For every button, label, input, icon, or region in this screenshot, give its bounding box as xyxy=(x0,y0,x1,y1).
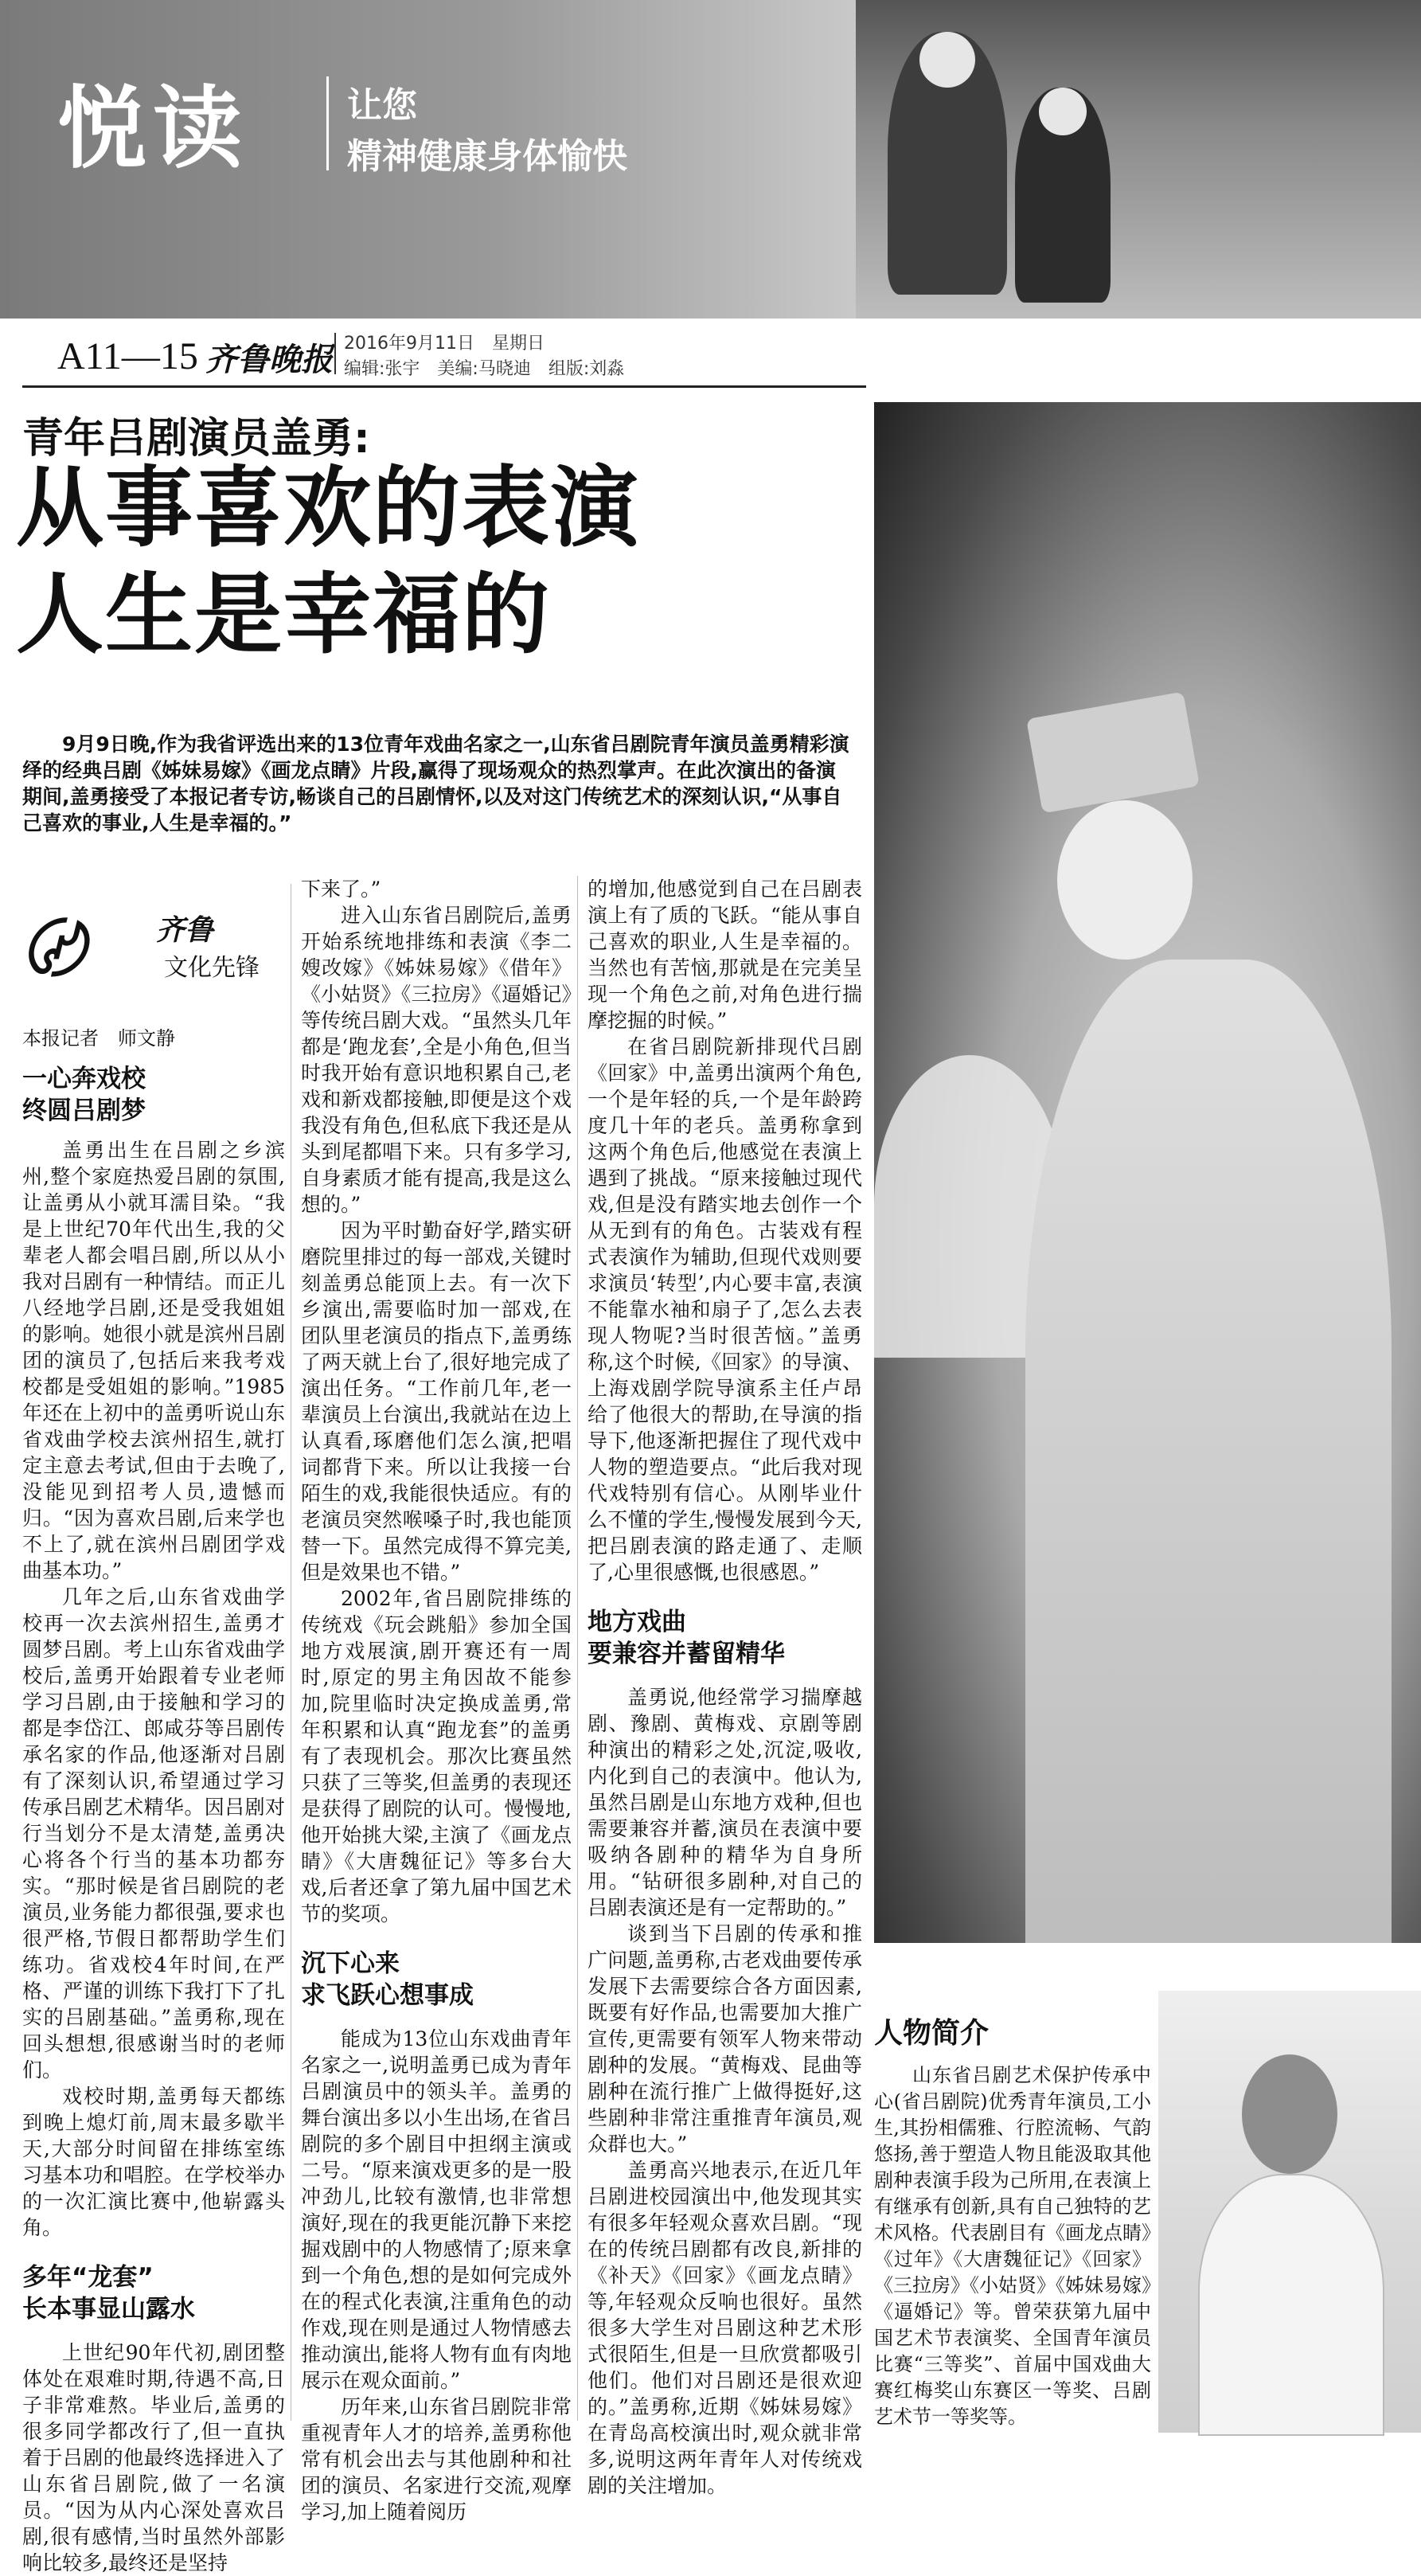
slogan-line-2: 精神健康身体愉快 xyxy=(347,136,627,177)
paragraph: 几年之后,山东省戏曲学校再一次去滨州招生,盖勇才圆梦吕剧。考上山东省戏曲学校后,盖勇开始跟着专业老师学习吕剧,由于接触和学习的都是李岱江、郎咸芬等吕剧传承名家的作品,他逐渐对吕剧有了深刻认识,希望通过学习传承吕剧艺术精华。因吕剧对行当划分不是太清楚,盖勇决心将各个行当的基本功都夯实。“那时候是省吕剧院的老演员,业务能力都很强,要求也很严格,节假日都帮助学生们练功。省戏校4年时间,在严格、严谨的训练下我打下了扎实的吕剧基础。”盖勇称,现在回头想想,很感谢当时的老师们。 xyxy=(22,1585,285,2082)
paragraph: 在省吕剧院新排现代吕剧《回家》中,盖勇出演两个角色,一个是年轻的兵,一个是年龄跨度几十年的老兵。盖勇称拿到这两个角色后,他感觉在表演上遇到了挑战。“原来接触过现代戏,但是没有踏实地去创作一个从无到有的角色。古装戏有程式表演作为辅助,但现代戏则要求演员‘转型’,内心要丰富,表演不能靠水袖和扇子了,怎么去表现人物呢?当时很苦恼。”盖勇称,这个时候,《回家》的导演、上海戏剧学院导演系主任卢昂给了他很大的帮助,在导演的指导下,他逐渐把握住了现代戏中人物的塑造要点。“此后我对现代戏特别有信心。从刚毕业什么不懂的学生,慢慢发展到今天,把吕剧表演的路走通了、走顺了,心里很感慨,也很感恩。” xyxy=(588,1035,862,1584)
paragraph: 因为平时勤奋好学,踏实研磨院里排过的每一部戏,关键时刻盖勇总能顶上去。有一次下乡演出,需要临时加一部戏,在团队里老演员的指点下,盖勇练了两天就上台了,很好地完成了演出任务。“工作前几年,老一辈演员上台演出,我就站在边上认真看,琢磨他们怎么演,把唱词都背下来。所以让我接一台陌生的戏,我能很快适应。有的老演员突然喉嗓子时,我也能顶替一下。虽然完成得不算完美,但是效果也不错。” xyxy=(301,1219,572,1584)
column-1 xyxy=(22,1137,285,2574)
article-kicker: 青年吕剧演员盖勇: xyxy=(22,415,370,463)
byline: 本报记者 师文静 xyxy=(22,1027,175,1050)
subhead: 多年“龙套” 长本事显山露水 xyxy=(22,2263,195,2324)
header-rule xyxy=(22,385,866,388)
paragraph: 进入山东省吕剧院后,盖勇开始系统地排练和表演《李二嫂改嫁》《姊妹易嫁》《借年》《小姑贤》《三拉房》《逼婚记》等传统吕剧大戏。“虽然头几年都是‘跑龙套’,全是小角色,但当时我开始有意识地积累自己,老戏和新戏都接触,即便是这个戏我没有角色,但私底下我还是从头到尾都唱下来。只有多学习,自身素质才能有提高,我是这么想的。” xyxy=(301,904,572,1216)
column-logo-title: 齐鲁 xyxy=(156,913,214,947)
paragraph: 盖勇高兴地表示,在近几年吕剧进校园演出中,他发现其实有很多年轻观众喜欢吕剧。“现在的传统吕剧都有改良,新排的《补天》《回家》《画龙点睛》等,年轻观众反响也很好。虽然很多大学生对吕剧这种艺术形式很陌生,但是一旦欣赏都吸引他们。他们对吕剧还是很欢迎的。”盖勇称,近期《姊妹易嫁》在青岛高校演出时,观众就非常多,说明这两年青年人对传统戏剧的关注增加。 xyxy=(588,2159,862,2497)
headline-line-1: 从事喜欢的表演 xyxy=(16,457,640,559)
column-3 xyxy=(588,876,862,2497)
page-code: A11—15 xyxy=(57,335,198,377)
section-brand: 悦读 xyxy=(57,77,248,181)
editor-credits: 编辑:张宇 美编:马晓迪 组版:刘淼 xyxy=(344,359,625,379)
paragraph: 能成为13位山东戏曲青年名家之一,说明盖勇已成为青年吕剧演员中的领头羊。盖勇的舞台演出多以小生出场,在省吕剧院的多个剧目中担纲主演或二号。“原来演戏更多的是一股冲劲儿,比较有激情,也非常想演好,现在的我更能沉静下来挖掘戏剧中的人物感情了;原来拿到一个角色,想的是如何完成外在的程式化表演,注重角色的动作戏,现在则是通过人物情感去推动演出,能将人物有血有肉地展示在观众面前。” xyxy=(301,2027,572,2392)
article-lead: 9月9日晚,作为我省评选出来的13位青年戏曲名家之一,山东省吕剧院青年演员盖勇精彩演绎的经典吕剧《姊妹易嫁》《画龙点睛》片段,赢得了现场观众的热烈掌声。在此次演出的备演期间,盖勇接受了本报记者专访,畅谈自己的吕剧情怀,以及对这门传统艺术的深刻认识,“从事自己喜欢的事业,人生是幸福的。” xyxy=(22,733,849,835)
paragraph: 2002年,省吕剧院排练的传统戏《玩会跳船》参加全国地方戏展演,剧开赛还有一周时,原定的男主角因故不能参加,院里临时决定换成盖勇,常年积累和认真“跑龙套”的盖勇有了表现机会。那次比赛虽然只获了三等奖,但盖勇的表现还是获得了剧院的认可。慢慢地,他开始挑大梁,主演了《画龙点睛》《大唐魏征记》等多台大戏,后者还拿了第九届中国艺术节的奖项。 xyxy=(301,1587,572,1925)
headline-line-2: 人生是幸福的 xyxy=(16,564,551,666)
profile-text xyxy=(874,2062,1151,2429)
paragraph: 的增加,他感觉到自己在吕剧表演上有了质的飞跃。“能从事自己喜欢的职业,人生是幸福的。当然也有苦恼,那就是在完美呈现一个角色之前,对角色进行揣摩挖掘的时候。” xyxy=(588,878,862,1032)
column-2 xyxy=(301,876,572,2523)
column-logo-subtitle: 文化先锋 xyxy=(164,954,260,982)
paragraph: 山东省吕剧艺术保护传承中心(省吕剧院)优秀青年演员,工小生,其扮相儒雅、行腔流畅、气韵悠扬,善于塑造人物且能汲取其他剧种表演手段为己所用,在表演上有继承有创新,具有自己独特的艺术风格。代表剧目有《画龙点睛》《过年》《大唐魏征记》《回家》《三拉房》《小姑贤》《姊妹易嫁》《逼婚记》等。曾荣获第九届中国艺术节表演奖、全国青年演员比赛“三等奖”、首届中国戏曲大赛红梅奖山东赛区一等奖、吕剧艺术节一等奖等。 xyxy=(874,2064,1151,2428)
paragraph: 下来了。” xyxy=(301,878,381,901)
subhead: 地方戏曲 要兼容并蓄留精华 xyxy=(588,1608,785,1668)
column-rule xyxy=(577,876,578,2421)
paragraph: 谈到当下吕剧的传承和推广问题,盖勇称,古老戏曲要传承发展下去需要综合各方面因素,既要有好作品,也需要加大推广宣传,更需要有领军人物来带动剧种的发展。“黄梅戏、昆曲等剧种在流行推广上做得挺好,这些剧种非常注重推青年演员,观众群也大。” xyxy=(588,1922,862,2156)
newspaper-masthead: 齐鲁晚报 xyxy=(205,341,333,378)
paragraph: 戏校时期,盖勇每天都练到晚上熄灯前,周末最多歇半天,大部分时间留在排练室练习基本功和唱腔。在学校举办的一次汇演比赛中,他崭露头角。 xyxy=(22,2085,285,2239)
performer-photo xyxy=(874,402,1421,1943)
column-logo-mark: 〄 xyxy=(22,914,85,986)
profile-portrait xyxy=(1158,1991,1421,2433)
subhead: 沉下心来 求飞跃心想事成 xyxy=(301,1949,474,2010)
profile-title: 人物简介 xyxy=(874,2017,990,2050)
paragraph: 盖勇出生在吕剧之乡滨州,整个家庭热爱吕剧的氛围,让盖勇从小就耳濡目染。“我是上世纪70年代出生,我的父辈老人都会唱吕剧,所以从小我对吕剧有一种情结。而正儿八经地学吕剧,还是受我姐姐的影响。她很小就是滨州吕剧团的演员了,包括后来我考戏校都是受姐姐的影响。”1985年还在上初中的盖勇听说山东省戏曲学校去滨州招生,就打定主意去考试,但由于去晚了,没能见到招考人员,遗憾而归。“因为喜欢吕剧,后来学也不上了,就在滨州吕剧团学戏曲基本功。” xyxy=(22,1139,285,1582)
paragraph: 上世纪90年代初,剧团整体处在艰难时期,待遇不高,日子非常难熬。毕业后,盖勇的很多同学都改行了,但一直执着于吕剧的他最终选择进入了山东省吕剧院,做了一名演员。“因为从内心深处喜欢吕剧,很有感情,当时虽然外部影响比较多,最终还是坚持 xyxy=(22,2341,285,2574)
slogan-line-1: 让您 xyxy=(347,85,417,126)
paragraph: 盖勇说,他经常学习揣摩越剧、豫剧、黄梅戏、京剧等剧种演出的精彩之处,沉淀,吸收,内化到自己的表演中。他认为,虽然吕剧是山东地方戏种,但也需要兼容并蓄,演员在表演中要吸纳各剧种的精华为自身所用。“钻研很多剧种,对自己的吕剧表演还是有一定帮助的。” xyxy=(588,1686,862,1919)
meta-divider xyxy=(334,333,336,374)
issue-date: 2016年9月11日 星期日 xyxy=(344,334,545,354)
subhead: 一心奔戏校 终圆吕剧梦 xyxy=(22,1065,146,1125)
brand-divider xyxy=(326,76,329,170)
header-stage-photo xyxy=(856,0,1421,319)
paragraph: 历年来,山东省吕剧院非常重视青年人才的培养,盖勇称他常有机会出去与其他剧种和社团的演员、名家进行交流,观摩学习,加上随着阅历 xyxy=(301,2395,572,2523)
